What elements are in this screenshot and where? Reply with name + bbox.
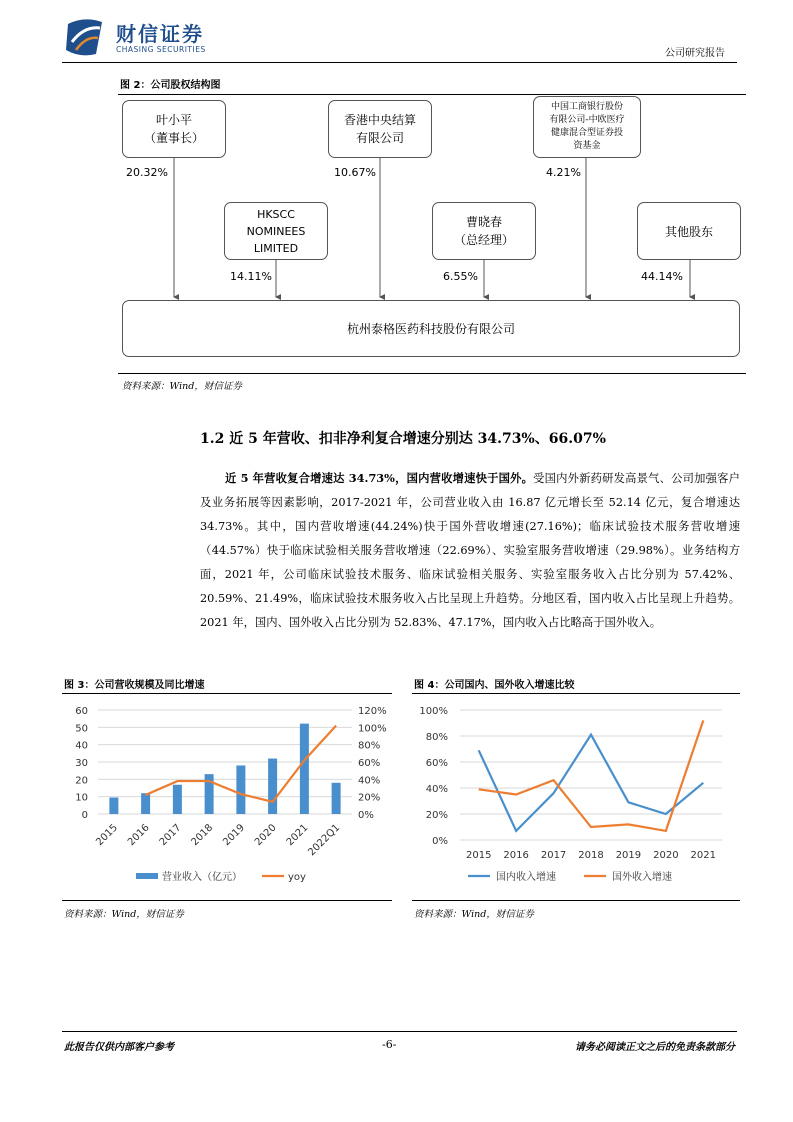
legend-overseas-label: 国外收入增速	[612, 872, 672, 883]
revenue-bar	[109, 798, 118, 814]
page-number: -6-	[382, 1038, 397, 1051]
footer-rule	[62, 1031, 737, 1032]
y-tick-label: 20%	[425, 810, 448, 821]
y2-tick-label: 40%	[358, 775, 381, 787]
y-tick-label: 10	[75, 792, 88, 804]
legend-revenue-label: 营业收入（亿元）	[162, 872, 242, 883]
shareholder-box-2: HKSCC NOMINEES LIMITED	[224, 202, 328, 260]
section-lead: 近 5 年营收复合增速达 34.73%，国内营收增速快于国外。	[225, 471, 534, 485]
revenue-bar	[141, 793, 150, 814]
fig2-source: 资料来源：Wind，财信证券	[122, 381, 242, 392]
report-type: 公司研究报告	[665, 48, 725, 59]
y2-tick-label: 60%	[358, 758, 381, 769]
fig3-source: 资料来源：Wind，财信证券	[64, 909, 184, 920]
y-tick-label: 60%	[425, 758, 448, 769]
growth-chart	[412, 698, 740, 898]
y-tick-label: 100%	[419, 706, 448, 717]
y-tick-label: 50	[75, 723, 88, 735]
fig4-source: 资料来源：Wind，财信证券	[414, 909, 534, 920]
shareholder-box-4: 曹晓春 （总经理）	[432, 202, 536, 260]
fig3-top-rule	[62, 693, 392, 694]
revenue-bar	[173, 785, 182, 814]
legend-domestic-label: 国内收入增速	[496, 872, 556, 883]
x-tick-label: 2020	[653, 850, 679, 861]
x-tick-label: 2017	[540, 850, 567, 861]
y-tick-label: 60	[75, 706, 88, 717]
fig4-bottom-rule	[412, 900, 740, 901]
fig4-top-rule	[412, 693, 740, 694]
x-tick-label: 2018	[578, 850, 604, 861]
y2-tick-label: 80%	[358, 740, 381, 752]
x-tick-label: 2019	[615, 850, 642, 861]
revenue-bar	[332, 783, 341, 814]
x-tick-label: 2017	[157, 822, 184, 849]
x-tick-label: 2021	[690, 850, 717, 861]
shareholder-pct-3: 10.67%	[334, 166, 376, 179]
y-tick-label: 20	[75, 775, 88, 787]
footer-right: 请务必阅读正文之后的免责条款部分	[575, 1042, 735, 1053]
shareholder-box-1: 叶小平 （董事长）	[122, 100, 226, 158]
revenue-bar	[236, 765, 245, 814]
section-text: 受国内外新药研发高景气、公司加强客户及业务拓展等因素影响，2017-2021 年，公司营业收入由 16.87 亿元增长至 52.14 亿元，复合增速达 34.73%。其中，国内营收增速(44.24%)快于国外营收增速(27.16%)；临床试验技术服务营收增速（44.57%）快于临床试验相关服务营收增速（22.69%）、实验室服务营收增速（29.98%）。业务结构方面，2021 年，公司临床试验技术服务、临床试验相关服务、实验室服务收入占比分别为 57.42%、20.59%、21.49%，临床试验技术服务收入占比呈现上升趋势。分地区看，国内收入占比呈现上升趋势。2021 年，国内、国外收入占比分别为 52.83%、47.17%，国内收入占比略高于国外收入。	[200, 472, 740, 629]
fig3-bottom-rule	[62, 900, 392, 901]
revenue-bar	[300, 724, 309, 814]
shareholder-box-5: 中国工商银行股份 有限公司-中欧医疗 健康混合型证券投 资基金	[533, 96, 641, 158]
fig3-title: 图 3：公司营收规模及同比增速	[64, 680, 205, 691]
x-tick-label: 2015	[94, 822, 120, 849]
revenue-chart	[62, 698, 392, 898]
footer-left: 此报告仅供内部客户参考	[64, 1042, 174, 1053]
x-tick-label: 2016	[503, 850, 529, 861]
shareholder-pct-6: 44.14%	[641, 270, 683, 283]
y-tick-label: 80%	[425, 732, 448, 743]
y-tick-label: 40%	[425, 784, 448, 795]
x-tick-label: 2016	[125, 822, 152, 849]
section-heading: 1.2 近 5 年营收、扣非净利复合增速分别达 34.73%、66.07%	[200, 431, 606, 447]
x-tick-label: 2019	[221, 822, 247, 849]
revenue-bar	[268, 759, 277, 814]
shareholder-pct-5: 4.21%	[546, 166, 581, 179]
x-tick-label: 2018	[189, 822, 216, 849]
shareholder-box-3: 香港中央结算 有限公司	[328, 100, 432, 158]
shareholder-pct-4: 6.55%	[443, 270, 478, 283]
shareholder-pct-2: 14.11%	[230, 270, 272, 283]
y-tick-label: 30	[75, 758, 88, 769]
x-tick-label: 2015	[465, 850, 492, 861]
y-tick-label: 0	[81, 810, 88, 821]
y2-tick-label: 0%	[358, 810, 374, 821]
fig2-bottom-rule	[118, 373, 746, 374]
y2-tick-label: 20%	[358, 792, 381, 804]
shareholder-pct-1: 20.32%	[126, 166, 168, 179]
y-tick-label: 0%	[432, 836, 448, 847]
x-tick-label: 2021	[284, 822, 311, 849]
legend-yoy-label: yoy	[288, 872, 306, 883]
x-tick-label: 2022Q1	[306, 822, 343, 859]
legend-revenue-swatch	[136, 873, 158, 879]
logo-text-en: CHASING SECURITIES	[116, 45, 206, 54]
company-box: 杭州泰格医药科技股份有限公司	[122, 300, 740, 357]
x-tick-label: 2020	[252, 822, 279, 849]
shareholder-box-6: 其他股东	[637, 202, 741, 260]
fig2-title: 图 2：公司股权结构图	[120, 80, 221, 91]
y2-tick-label: 120%	[358, 706, 387, 717]
fig4-title: 图 4：公司国内、国外收入增速比较	[414, 680, 575, 691]
y-tick-label: 40	[75, 740, 88, 752]
section-body	[200, 466, 740, 635]
y2-tick-label: 100%	[358, 723, 387, 735]
logo-text-cn: 财信证券	[116, 22, 204, 46]
